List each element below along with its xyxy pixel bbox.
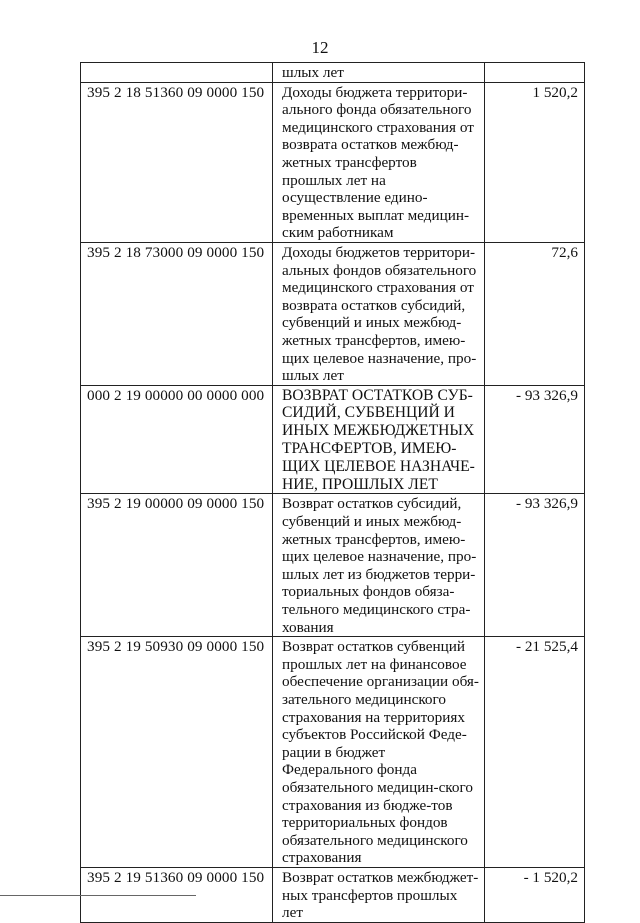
amount-cell: - 21 525,4 [485, 637, 585, 868]
table-row [81, 637, 585, 868]
budget-code-cell: 395 2 19 51360 09 0000 150 [81, 867, 273, 922]
table-row [81, 242, 585, 385]
amount-cell: - 93 326,9 [485, 385, 585, 494]
revenue-name-cell: Доходы бюджета территори-ального фонда обязательного медицинского страхования от возврата остатков межбюд-жетных трансфертов прошлых лет на осуществление едино-временных выплат медицин-ским работникам [273, 82, 485, 242]
budget-code-cell: 000 2 19 00000 00 0000 000 [81, 385, 273, 494]
table-row [81, 385, 585, 494]
budget-code-cell: 395 2 19 50930 09 0000 150 [81, 637, 273, 868]
amount-cell [485, 63, 585, 83]
revenue-name-cell: шлых лет [273, 63, 485, 83]
amount-cell: - 93 326,9 [485, 494, 585, 637]
table-row [81, 82, 585, 242]
budget-code-cell: 395 2 18 51360 09 0000 150 [81, 82, 273, 242]
revenue-name-cell: Доходы бюджетов территори-альных фондов обязательного медицинского страхования от возврата остатков субсидий, субвенций и иных межбюд-жетных трансфертов, имею-щих целевое назначение, про-шлых лет [273, 242, 485, 385]
budget-code-cell [81, 63, 273, 83]
amount-cell: 1 520,2 [485, 82, 585, 242]
revenue-name-cell: Возврат остатков межбюджет-ных трансфертов прошлых лет [273, 867, 485, 922]
page-number: 12 [311, 38, 329, 57]
revenue-name-cell: Возврат остатков субсидий, субвенций и иных межбюд-жетных трансфертов, имею-щих целевое назначение, про-шлых лет из бюджетов терри-ториальных фондов обяза-тельного медицинского стра-хования [273, 494, 485, 637]
revenue-name-cell: Возврат остатков субвенций прошлых лет на финансовое обеспечение организации обя-зательного медицинского страхования на территориях субъектов Российской Феде-рации в бюджет Федерального фонда обязательного медицин-ского страхования из бюдже-тов территориальных фондов обязательного медицинского страхования [273, 637, 485, 868]
table-row [81, 494, 585, 637]
revenue-name-cell: ВОЗВРАТ ОСТАТКОВ СУБ-СИДИЙ, СУБВЕНЦИЙ И ИНЫХ МЕЖБЮДЖЕТНЫХ ТРАНСФЕРТОВ, ИМЕЮ-ЩИХ ЦЕЛЕВОЕ НАЗНАЧЕ-НИЕ, ПРОШЛЫХ ЛЕТ [273, 385, 485, 494]
budget-code-cell: 395 2 18 73000 09 0000 150 [81, 242, 273, 385]
amount-cell: - 1 520,2 [485, 867, 585, 922]
budget-code-cell: 395 2 19 00000 09 0000 150 [81, 494, 273, 637]
budget-revenue-table [80, 62, 585, 923]
amount-cell: 72,6 [485, 242, 585, 385]
footnote-separator [0, 895, 196, 896]
table-row [81, 63, 585, 83]
